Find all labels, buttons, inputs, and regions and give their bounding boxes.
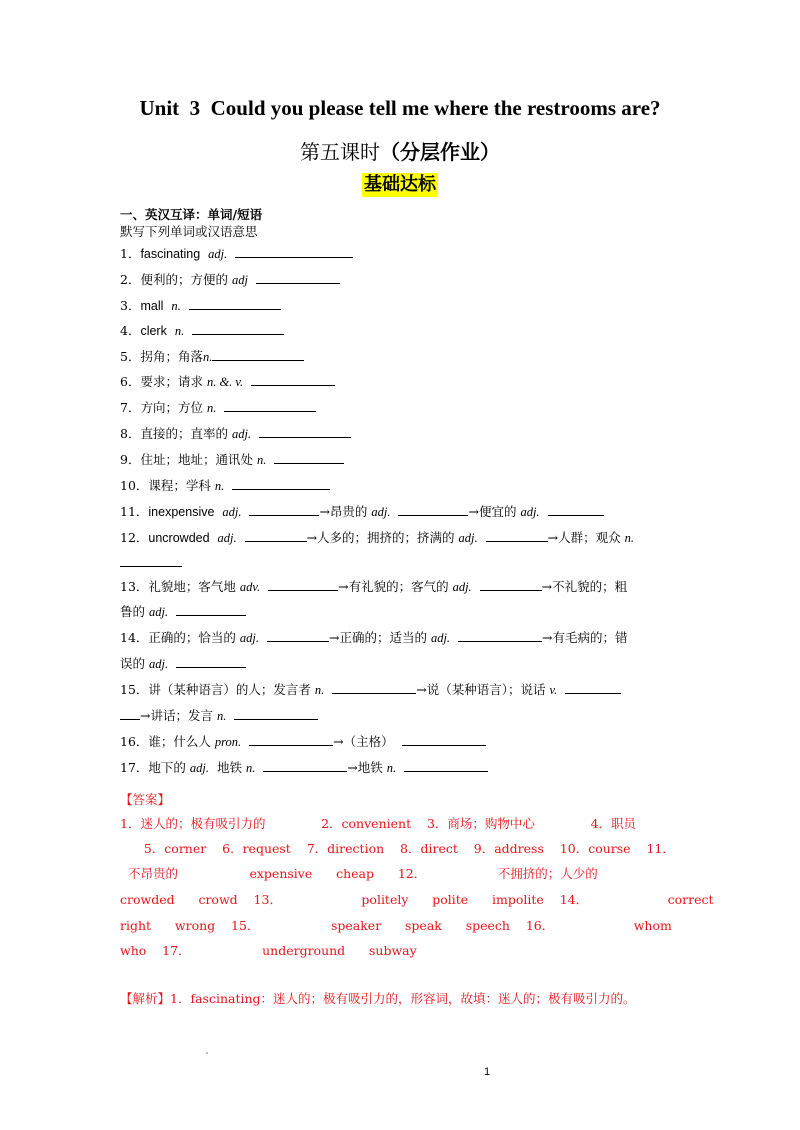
page-title: Unit 3 Could you please tell me where the restrooms are? — [139, 96, 661, 120]
q13-number: 13． — [120, 579, 149, 594]
q17-blank-b[interactable] — [404, 759, 488, 772]
q17-word-b: 地铁 — [216, 760, 242, 775]
answer-line-2: 5．corner 6．request 7．direction 8．direct 9．address 10．course 11． — [120, 841, 675, 856]
q6-number: 6． — [120, 374, 141, 389]
q9-blank[interactable] — [274, 451, 344, 464]
q16-pos-a: pron. — [214, 735, 242, 749]
q14-pos-c: adj. — [149, 657, 169, 671]
q6-pos: n. &. v. — [206, 375, 244, 389]
question-5 — [120, 348, 304, 366]
section-instruction: 默写下列单词或汉语意思 — [120, 224, 258, 239]
q7-pos: n. — [206, 401, 217, 415]
q17-pos-b: n. — [245, 761, 256, 775]
q3-blank[interactable] — [189, 297, 281, 310]
page-subtitle — [0, 136, 800, 165]
q14-pos-b: adj. — [430, 631, 451, 645]
q14-word-c2: 误的 — [120, 656, 146, 671]
q15-word-c: →讲话；发言 — [140, 708, 213, 723]
q13-word-c: →不礼貌的；粗 — [541, 579, 628, 594]
q9-text: 住址；地址；通讯处 — [140, 452, 253, 467]
section-heading: 一、英汉互译：单词/短语 — [120, 207, 263, 222]
q10-number: 10． — [120, 478, 149, 493]
question-10 — [120, 477, 330, 495]
q5-pos: n. — [202, 350, 213, 364]
q13-blank-c[interactable] — [176, 603, 246, 616]
q10-text: 课程；学科 — [148, 478, 211, 493]
analysis-text: 1．fascinating：迷人的；极有吸引力的，形容词，故填：迷人的；极有吸引力的。 — [170, 991, 636, 1006]
q12-blank-c[interactable] — [120, 554, 182, 567]
q8-number: 8． — [120, 426, 141, 441]
level-badge-wrap — [0, 173, 800, 197]
q11-pos-a: adj. — [222, 505, 242, 519]
question-7 — [120, 399, 316, 417]
q1-number: 1． — [120, 246, 141, 261]
q11-blank-a[interactable] — [249, 503, 319, 516]
question-2 — [120, 271, 340, 289]
answer-line-4: crowded crowd 13． politely polite impolite 14． correct — [120, 892, 714, 907]
q10-pos: n. — [214, 479, 225, 493]
question-4 — [120, 322, 284, 340]
q14-blank-c[interactable] — [176, 655, 246, 668]
answer-label: 【答案】 — [120, 792, 171, 807]
q16-word-b: →（主格） — [333, 734, 394, 749]
q12-word-b: →人多的；拥挤的；挤满的 — [306, 530, 455, 545]
q1-blank[interactable] — [235, 245, 353, 258]
stray-mark — [206, 1052, 208, 1054]
q9-number: 9． — [120, 452, 141, 467]
q17-blank-a[interactable] — [263, 759, 347, 772]
q11-word-a: inexpensive — [148, 505, 215, 519]
q11-word-c: →便宜的 — [468, 504, 517, 519]
q6-text: 要求；请求 — [140, 374, 203, 389]
q4-blank[interactable] — [192, 322, 284, 335]
question-6 — [120, 373, 335, 391]
question-17 — [120, 759, 488, 777]
q14-pos-a: adj. — [239, 631, 260, 645]
q15-pos-c: n. — [216, 709, 227, 723]
q12-pos-b: adj. — [458, 531, 478, 545]
q17-word-c: →地铁 — [347, 760, 383, 775]
q13-pos-c: adj. — [149, 605, 169, 619]
question-13-cont — [120, 603, 246, 621]
q4-pos: n. — [174, 324, 185, 338]
page-number: 1 — [484, 1066, 491, 1078]
level-badge: 基础达标 — [364, 174, 436, 195]
q2-blank[interactable] — [256, 271, 340, 284]
q1-text: fascinating — [140, 247, 201, 261]
q16-number: 16． — [120, 734, 149, 749]
q14-word-b: →正确的；适当的 — [328, 630, 427, 645]
q8-blank[interactable] — [259, 425, 351, 438]
answer-line-6: who 17． underground subway — [120, 943, 417, 958]
q12-blank-a[interactable] — [245, 529, 307, 542]
q12-pos-c: n. — [624, 531, 634, 545]
analysis — [120, 990, 636, 1008]
question-13 — [120, 578, 627, 596]
q15-pos-b: v. — [549, 683, 558, 697]
q14-word-a: 正确的；恰当的 — [148, 630, 236, 645]
q12-blank-b[interactable] — [486, 529, 548, 542]
q7-text: 方向；方位 — [140, 400, 203, 415]
answer-line-5: right wrong 15． speaker speak speech 16． whom — [120, 918, 672, 933]
q15-blank-a[interactable] — [332, 681, 416, 694]
q12-number: 12． — [120, 530, 149, 545]
q10-blank[interactable] — [232, 477, 330, 490]
q5-number: 5． — [120, 349, 141, 364]
q14-blank-a[interactable] — [267, 629, 329, 642]
q12-word-c: →人群；观众 — [547, 530, 621, 545]
q3-number: 3． — [120, 298, 141, 313]
q15-number: 15． — [120, 682, 149, 697]
q13-pos-b: adj. — [452, 580, 472, 594]
q11-number: 11． — [120, 504, 149, 519]
q13-word-c2: 鲁的 — [120, 604, 146, 619]
q15-blank-c[interactable] — [234, 707, 318, 720]
q15-word-a: 讲（某种语言）的人；发言者 — [148, 682, 311, 697]
q14-number: 14． — [120, 630, 149, 645]
q2-pos: adj — [231, 273, 248, 287]
question-12-cont — [120, 554, 182, 572]
q11-pos-b: adj. — [371, 505, 391, 519]
analysis-label: 【解析】 — [120, 991, 171, 1006]
answer-line-3: 不昂贵的 expensive cheap 12． 不拥挤的；人少的 — [120, 866, 598, 881]
question-16 — [120, 733, 486, 751]
question-3 — [120, 297, 281, 315]
q13-word-b: →有礼貌的；客气的 — [338, 579, 449, 594]
q9-pos: n. — [256, 453, 267, 467]
question-1 — [120, 245, 353, 263]
q3-text: mall — [140, 299, 164, 313]
q11-blank-c[interactable] — [548, 503, 604, 516]
q15-blank-b-cont[interactable] — [120, 707, 140, 720]
q17-number: 17． — [120, 760, 149, 775]
q13-blank-a[interactable] — [268, 578, 338, 591]
q3-pos: n. — [171, 299, 181, 313]
q11-blank-b[interactable] — [398, 503, 468, 516]
q13-word-a: 礼貌地；客气地 — [148, 579, 236, 594]
question-8 — [120, 425, 351, 443]
q12-pos-a: adj. — [217, 531, 237, 545]
answer-line-1: 1．迷人的；极有吸引力的 2．convenient 3．商场；购物中心 4．职员 — [120, 816, 637, 831]
q7-number: 7． — [120, 400, 141, 415]
q13-pos-a: adv. — [239, 580, 261, 594]
q17-pos-c: n. — [386, 761, 397, 775]
question-14 — [120, 629, 627, 647]
q4-number: 4． — [120, 323, 141, 338]
q16-blank-a[interactable] — [249, 733, 333, 746]
question-15 — [120, 681, 621, 699]
q8-text: 直接的；直率的 — [140, 426, 228, 441]
q15-pos-a: n. — [314, 683, 325, 697]
q15-blank-b[interactable] — [565, 681, 621, 694]
q8-pos: adj. — [231, 427, 252, 441]
q15-word-b: →说（某种语言）；说话 — [416, 682, 546, 697]
q2-text: 便利的；方便的 — [140, 272, 228, 287]
subtitle-plain: 第五课时 — [300, 140, 380, 164]
q6-blank[interactable] — [251, 373, 335, 386]
q7-blank[interactable] — [224, 399, 316, 412]
q17-word-a: 地下的 — [148, 760, 186, 775]
q17-pos-a: adj. — [189, 761, 210, 775]
q13-blank-b[interactable] — [480, 578, 542, 591]
q4-text: clerk — [140, 324, 167, 338]
subtitle-bold: （分层作业） — [380, 140, 500, 164]
q1-pos: adj. — [208, 247, 228, 261]
question-15-cont — [120, 707, 318, 725]
question-11 — [120, 503, 604, 521]
q16-word-a: 谁；什么人 — [148, 734, 211, 749]
q16-blank-b[interactable] — [402, 733, 486, 746]
q11-pos-c: adj. — [520, 505, 540, 519]
q5-text: 拐角；角落 — [140, 349, 203, 364]
q12-word-a: uncrowded — [148, 531, 210, 545]
q11-word-b: →昂贵的 — [319, 504, 368, 519]
q14-word-c: →有毛病的；错 — [542, 630, 628, 645]
question-14-cont — [120, 655, 246, 673]
q14-blank-b[interactable] — [458, 629, 542, 642]
q2-number: 2． — [120, 272, 141, 287]
question-12 — [120, 529, 634, 547]
q5-blank[interactable] — [212, 348, 304, 361]
question-9 — [120, 451, 344, 469]
